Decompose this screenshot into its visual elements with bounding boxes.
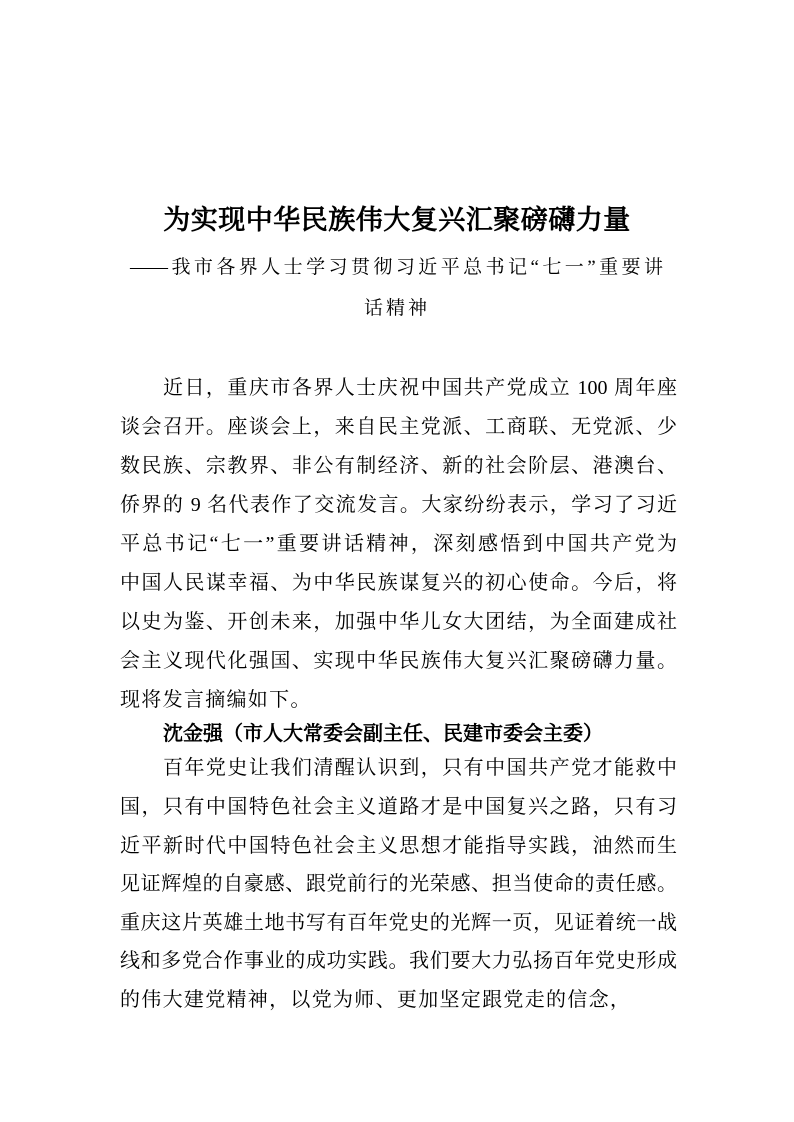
document-title: 为实现中华民族伟大复兴汇聚磅礴力量 xyxy=(163,205,631,236)
text-line: 近平新时代中国特色社会主义思想才能指导实践，油然而生 xyxy=(120,835,677,857)
text-line: 中国人民谋幸福、为中华民族谋复兴的初心使命。今后，将 xyxy=(120,572,677,594)
text-line: 的伟大建党精神，以党为师、更加坚定跟党走的信念， xyxy=(120,989,632,1011)
text-line: 谈会召开。座谈会上，来自民主党派、工商联、无党派、少 xyxy=(120,416,677,438)
subtitle-line-1: ——我市各界人士学习贯彻习近平总书记“七一”重要讲 xyxy=(130,257,663,278)
section-heading: 沈金强（市人大常委会副主任、民建市委会主委） xyxy=(163,721,603,745)
text-line: 国，只有中国特色社会主义道路才是中国复兴之路，只有习 xyxy=(120,796,677,818)
text-line: 侨界的 9 名代表作了交流发言。大家纷纷表示，学习了习近 xyxy=(120,494,677,516)
text-line: 百年党史让我们清醒认识到，只有中国共产党才能救中 xyxy=(120,757,677,779)
text-line: 数民族、宗教界、非公有制经济、新的社会阶层、港澳台、 xyxy=(120,455,677,477)
text-line: 见证辉煌的自豪感、跟党前行的光荣感、担当使命的责任感。 xyxy=(120,873,677,895)
text-line: 重庆这片英雄土地书写有百年党史的光辉一页，见证着统一战 xyxy=(120,912,677,934)
text-line: 平总书记“七一”重要讲话精神，深刻感悟到中国共产党为 xyxy=(120,533,677,555)
text-line: 以史为鉴、开创未来，加强中华儿女大团结，为全面建成社 xyxy=(120,611,677,633)
text-line: 会主义现代化强国、实现中华民族伟大复兴汇聚磅礴力量。 xyxy=(120,650,677,672)
text-line: 近日，重庆市各界人士庆祝中国共产党成立 100 周年座 xyxy=(120,377,677,399)
text-line: 线和多党合作事业的成功实践。我们要大力弘扬百年党史形成 xyxy=(120,950,677,972)
text-line: 现将发言摘编如下。 xyxy=(120,689,312,711)
subtitle-line-2: 话精神 xyxy=(363,298,430,319)
